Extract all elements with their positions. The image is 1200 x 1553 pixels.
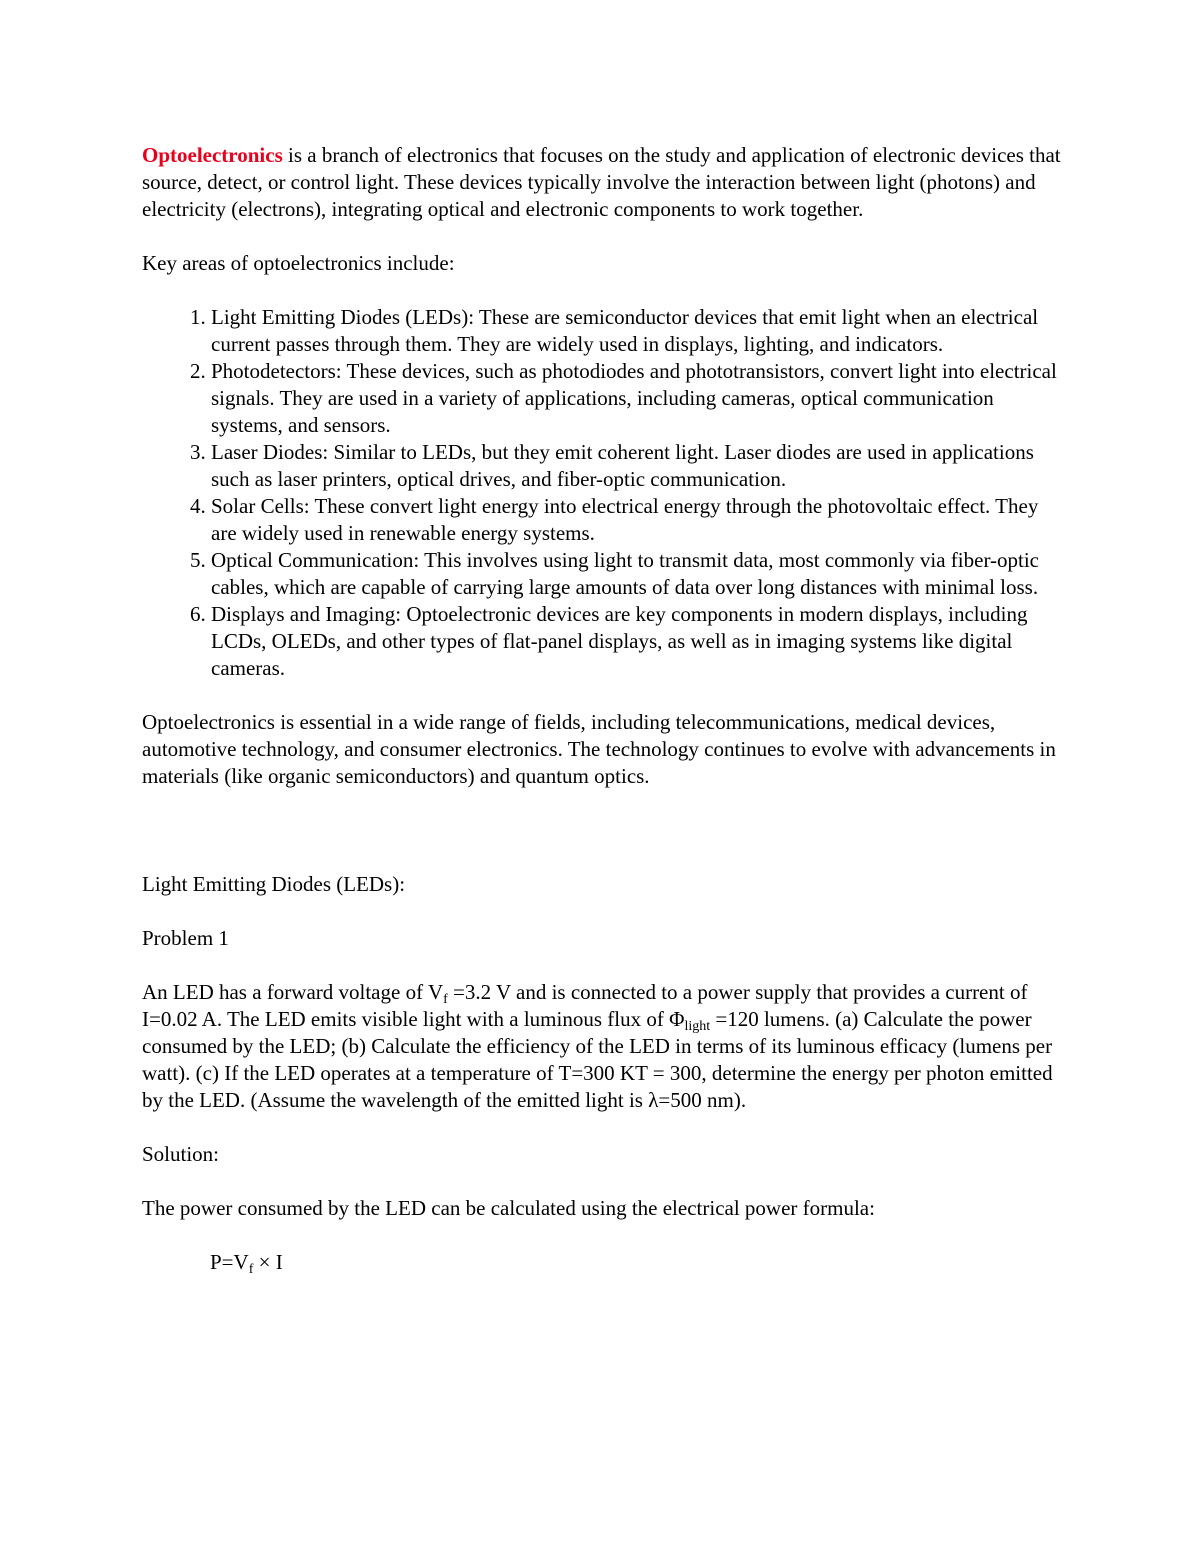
formula-left: P=V xyxy=(210,1250,249,1274)
document-page xyxy=(142,142,1062,1303)
problem-subscript-light: light xyxy=(684,1019,711,1034)
problem-title: Problem 1 xyxy=(142,926,229,950)
problem-text-part1: An LED has a forward voltage of V xyxy=(142,980,444,1004)
problem-statement xyxy=(142,979,1062,1114)
key-areas-list xyxy=(142,304,1062,682)
summary-paragraph: Optoelectronics is essential in a wide range of fields, including telecommunications, medical devices, automotive technology, and consumer electronics. The technology continues to evolve with advancements in materials (like organic semiconductors) and quantum optics. xyxy=(142,710,1056,788)
list-item: 4. Solar Cells: These convert light energy into electrical energy through the photovoltaic effect. They are widely used in renewable energy systems. xyxy=(211,493,1062,547)
solution-text: The power consumed by the LED can be calculated using the electrical power formula: xyxy=(142,1196,875,1220)
key-areas-heading: Key areas of optoelectronics include: xyxy=(142,251,455,275)
problem-subscript-f: f xyxy=(443,992,448,1007)
solution-title: Solution: xyxy=(142,1142,220,1166)
list-item: 2. Photodetectors: These devices, such as photodiodes and phototransistors, convert light into electrical signals. They are used in a variety of applications, including cameras, optical communication systems, and sensors. xyxy=(211,358,1062,439)
blank-spacer xyxy=(142,817,1062,871)
list-item: 5. Optical Communication: This involves using light to transmit data, most commonly via fiber-optic cables, which are capable of carrying large amounts of data over long distances with minimal loss. xyxy=(211,547,1062,601)
section-title: Light Emitting Diodes (LEDs): xyxy=(142,872,406,896)
problem-text-part2: =3.2 V and is connected to a power supply that provides a current of I=0.02 A. The LED emits visible light with a luminous flux of Φ xyxy=(142,980,1028,1031)
formula-right: × I xyxy=(253,1250,283,1274)
list-item: 3. Laser Diodes: Similar to LEDs, but they emit coherent light. Laser diodes are used in applications such as laser printers, optical drives, and fiber-optic communication. xyxy=(211,439,1062,493)
list-item: 6. Displays and Imaging: Optoelectronic devices are key components in modern displays, including LCDs, OLEDs, and other types of flat-panel displays, as well as in imaging systems like digital cameras. xyxy=(211,601,1062,682)
power-formula xyxy=(210,1249,1062,1276)
formula-subscript: f xyxy=(248,1262,254,1277)
list-item: 1. Light Emitting Diodes (LEDs): These are semiconductor devices that emit light when an electrical current passes through them. They are widely used in displays, lighting, and indicators. xyxy=(211,304,1062,358)
intro-paragraph xyxy=(142,142,1062,223)
intro-term: Optoelectronics xyxy=(142,143,283,167)
problem-text-part3: =120 lumens. (a) Calculate the power consumed by the LED; (b) Calculate the efficiency of the LED in terms of its luminous efficacy (lumens per watt). (c) If the LED operates at a temperature of T=300 KT = 300, determine the energy per photon emitted by the LED. (Assume the wavelength of the emitted light is λ=500 nm). xyxy=(142,1007,1053,1112)
intro-text: is a branch of electronics that focuses on the study and application of electronic devices that source, detect, or control light. These devices typically involve the interaction between light (photons) and electricity (electrons), integrating optical and electronic components to work together. xyxy=(142,143,1061,221)
